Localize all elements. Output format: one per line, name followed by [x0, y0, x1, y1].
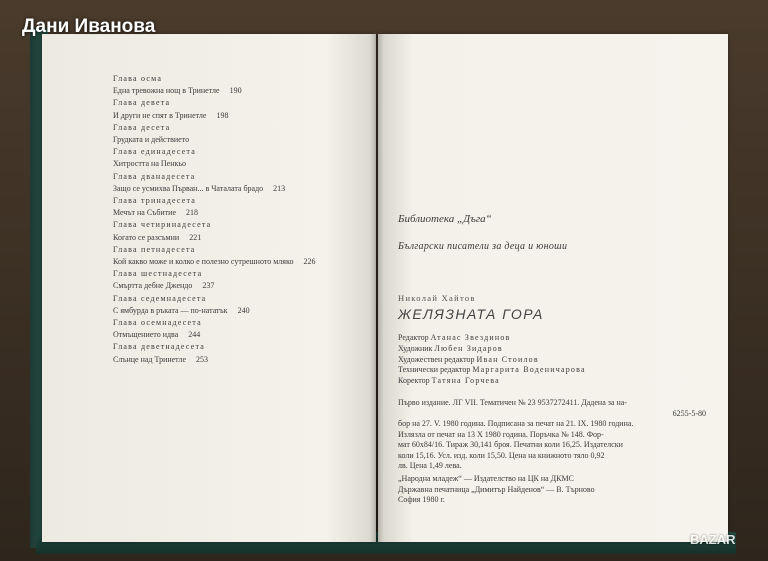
toc-entry-text: Глава тринадесета [113, 196, 197, 206]
credit-line [398, 333, 586, 344]
toc-entry-text: Защо се усмихва Първан... в Чаталата брадо [113, 183, 264, 193]
toc-chapter-heading [113, 122, 363, 134]
toc-entry [113, 183, 363, 195]
toc-entry-text: Глава петнадесета [113, 244, 196, 254]
toc-entry-text: Глава единадесета [113, 147, 196, 157]
pub-line: Първо издание. ЛГ VII. Тематичен № 23 9537272411. Дадена за на- [398, 398, 627, 407]
credit-name: Атанас Звездинов [430, 333, 511, 342]
toc-chapter-heading [113, 244, 363, 256]
toc-entry-text: Глава четиринадесета [113, 220, 212, 230]
toc-chapter-heading [113, 341, 363, 353]
series-name: Библиотека „Дъга“ [398, 213, 492, 225]
credit-line [398, 355, 586, 366]
toc-page-number: 190 [229, 86, 242, 96]
pub-line: мат 60x84/16. Тираж 30,141 броя. Печатни коли 16,25. Издателски [398, 440, 623, 449]
toc-entry [113, 158, 363, 170]
pub-line: коли 15,16. Усл. изд. коли 15,50. Цена на книжното тяло 0,92 [398, 450, 605, 460]
toc-entry [113, 134, 363, 146]
toc-page-number: 253 [196, 354, 209, 364]
pub-line: бор на 27. V. 1980 година. Подписана за печат на 21. IX. 1980 година. [398, 419, 634, 428]
toc-chapter-heading [113, 73, 363, 85]
credit-line [398, 344, 586, 355]
credit-name: Маргарита Воденичарова [472, 365, 586, 375]
toc-entry [113, 280, 363, 292]
toc-chapter-heading [113, 97, 363, 109]
toc-entry-text: Отмъщението идва [113, 330, 179, 340]
book-title: ЖЕЛЯЗНАТА ГОРА [398, 306, 544, 322]
toc-entry [113, 329, 363, 341]
toc-chapter-heading [113, 317, 363, 329]
credit-role: Редактор [398, 333, 429, 342]
credit-name: Татяна Горчева [431, 376, 500, 386]
publisher-line: „Народна младеж“ — Издателство на ЦК на ДКМС [398, 474, 574, 483]
toc-chapter-heading [113, 171, 363, 183]
toc-entry-text: Глава осма [113, 74, 163, 83]
toc-entry-text: Глава девета [113, 98, 171, 108]
toc-entry [113, 256, 363, 268]
toc-entry [113, 232, 363, 244]
toc-page-number: 226 [303, 257, 316, 267]
toc-chapter-heading [113, 195, 363, 207]
toc-page-number: 218 [186, 208, 198, 218]
toc-entry [113, 110, 363, 122]
toc-page-number: 198 [216, 110, 229, 120]
credit-role: Коректор [398, 376, 430, 386]
toc-entry-text: Смъртта дебне Джендо [113, 281, 193, 291]
toc-page-number: 221 [189, 232, 202, 242]
toc-entry-text: Слънце над Тринетле [113, 354, 187, 364]
toc-entry-text: Глава шестнадесета [113, 269, 203, 279]
credits-list [398, 333, 586, 387]
pub-line: Излязла от печат на 13 X 1980 година. Поръчка № 148. Фор- [398, 429, 604, 439]
subseries-name: Български писатели за деца и юноши [398, 241, 568, 252]
credit-role: Художник [398, 343, 433, 353]
isbn-tail: 6255-5-80 [672, 408, 706, 418]
toc-entry-text: Една тревожна нощ в Тринетле [113, 86, 220, 96]
toc-chapter-heading [113, 146, 363, 158]
toc-entry-text: Мечът на Събитие [113, 208, 176, 218]
credit-role: Художествен редактор [398, 354, 475, 364]
toc-entry-text: Кой какво може и колко е полезно сутрешното мляко [113, 257, 294, 267]
toc-chapter-heading [113, 268, 363, 280]
credit-line [398, 365, 586, 376]
publisher-info [398, 474, 595, 506]
seller-watermark: Дани Иванова [22, 16, 156, 37]
toc-chapter-heading [113, 219, 363, 231]
publication-info [398, 398, 718, 472]
credit-name: Иван Стоилов [476, 354, 539, 364]
toc-entry-text: Когато се разсъмни [113, 232, 180, 242]
toc-entry [113, 207, 363, 219]
author-name: Николай Хайтов [398, 293, 476, 303]
toc-entry-text: С ямбурда в ръката — по-нататък [113, 305, 228, 315]
toc-entry-text: Глава осемнадесета [113, 318, 202, 328]
toc-page-number: 240 [237, 305, 250, 315]
toc-entry [113, 85, 363, 97]
toc-entry [113, 305, 363, 317]
credit-line [398, 376, 586, 387]
pub-line: лв. Цена 1,49 лева. [398, 461, 462, 470]
publisher-line: Държавна печатница „Димитър Найденов“ — В. Търново [398, 484, 595, 494]
toc-page-number: 244 [188, 330, 201, 340]
toc-page-number: 237 [202, 281, 215, 291]
toc-chapter-heading [113, 293, 363, 305]
publisher-line: София 1980 г. [398, 495, 445, 504]
bazar-watermark: BAZAR [690, 532, 736, 547]
toc-entry-text: Хитростта на Пенкьо [113, 159, 187, 169]
book-gutter [370, 34, 384, 542]
toc-entry-text: Глава десета [113, 122, 171, 132]
toc-entry-text: И други не спят в Тринетле [113, 110, 207, 120]
toc-entry-text: Глава седемнадесета [113, 293, 207, 303]
credit-role: Технически редактор [398, 365, 471, 375]
toc-entry [113, 354, 363, 366]
table-of-contents [113, 73, 363, 366]
toc-entry-text: Грудката и действието [113, 135, 190, 145]
toc-entry-text: Глава деветнадесета [113, 342, 205, 352]
toc-page-number: 213 [273, 183, 286, 193]
credit-name: Любен Зидаров [434, 343, 503, 353]
toc-entry-text: Глава дванадесета [113, 171, 196, 181]
